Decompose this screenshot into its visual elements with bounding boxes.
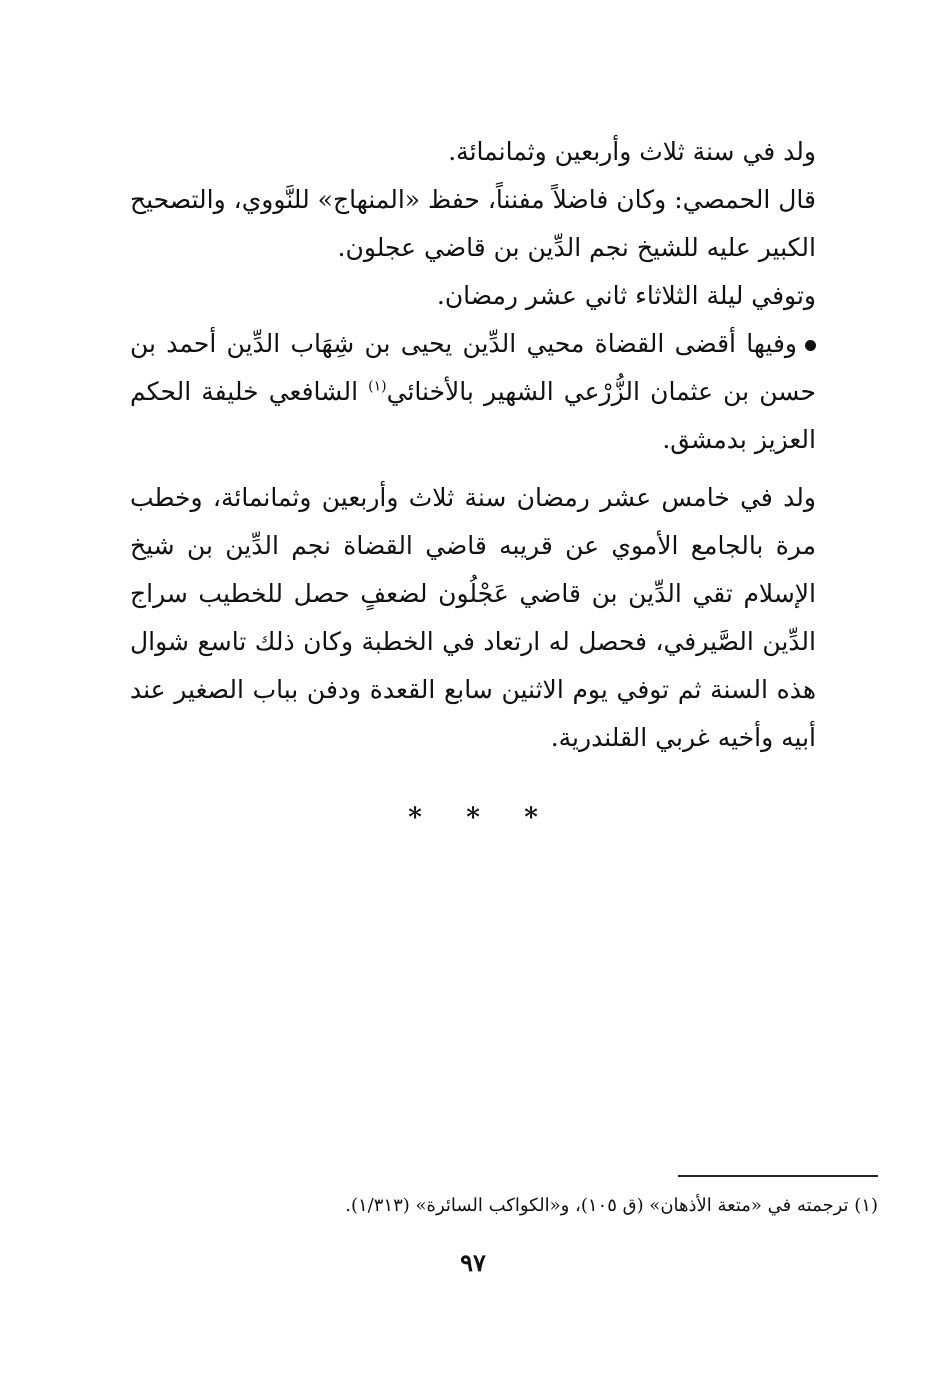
- asterisk-icon: *: [408, 803, 422, 833]
- asterisk-icon: *: [524, 803, 538, 833]
- section-separator: [0, 803, 946, 833]
- paragraph-biography: ولد في خامس عشر رمضان سنة ثلاث وأربعين وثمانمائة، وخطب مرة بالجامع الأموي عن قريبه قاضي القضاة نجم الدِّين بن شيخ الإسلام تقي الدِّين بن قاضي عَجْلُون لضعفٍ حصل للخطيب سراج الدِّين الصَّيرفي، فحصل له ارتعاد في الخطبة وكان ذلك تاسع شوال هذه السنة ثم توفي يوم الاثنين سابع القعدة ودفن بباب الصغير عند أبيه وأخيه غربي القلندرية.: [130, 483, 816, 752]
- asterisk-icon: *: [466, 803, 480, 833]
- paragraph-death-date: وتوفي ليلة الثلاثاء ثاني عشر رمضان.: [436, 281, 816, 310]
- footnote-divider: [678, 1175, 878, 1177]
- entry-text-end: الشافعي خليفة الحكم العزيز بدمشق.: [130, 377, 816, 454]
- entry-text-start: وفيها أقضى القضاة محيي الدِّين يحيى بن شِهَاب الدِّين أحمد بن حسن بن عثمان الزُّرْعي الشهير بالأخنائي: [130, 329, 816, 406]
- footnote-reference[interactable]: (١): [368, 378, 387, 395]
- paragraph-himsi-quote: قال الحمصي: وكان فاضلاً مفنناً، حفظ «المنهاج» للنَّووي، والتصحيح الكبير عليه للشيخ نجم الدِّين بن قاضي عجلون.: [130, 185, 816, 262]
- bullet-icon: [805, 340, 816, 351]
- main-text: [130, 128, 816, 762]
- paragraph-entry-ikhnai: [130, 320, 816, 464]
- page-number: ٩٧: [460, 1248, 486, 1277]
- paragraph-birth-year: ولد في سنة ثلاث وأربعين وثمانمائة.: [448, 137, 816, 166]
- footnote-text: (١) ترجمته في «متعة الأذهان» (ق ١٠٥)، و«الكواكب السائرة» (١/٣١٣).: [345, 1195, 878, 1216]
